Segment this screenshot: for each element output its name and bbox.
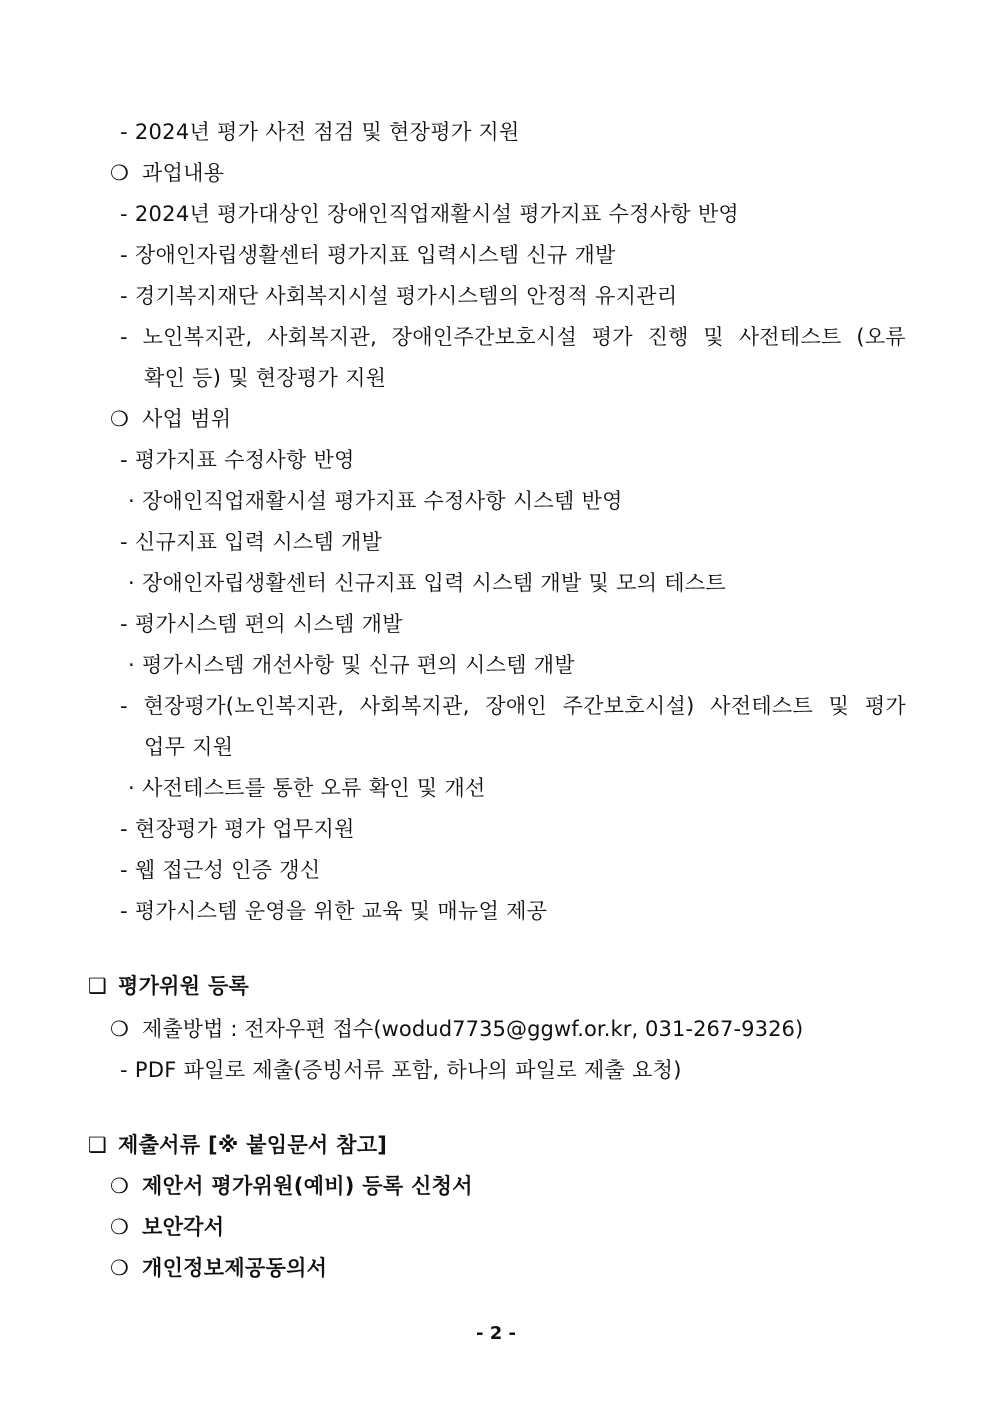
page-number: - 2 - [476, 1323, 516, 1344]
circle-bullet-icon: ❍ [110, 1017, 129, 1041]
list-item: - 경기복지재단 사회복지시설 평가시스템의 안정적 유지관리 [120, 284, 678, 308]
heading-text: 제안서 평가위원(예비) 등록 신청서 [142, 1174, 473, 1198]
sub-list-item: · 장애인직업재활시설 평가지표 수정사항 시스템 반영 [128, 489, 623, 513]
circle-bullet-icon: ❍ [110, 407, 130, 431]
list-item-continuation: 확인 등) 및 현장평가 지원 [144, 366, 387, 390]
square-bullet-icon: ❑ [88, 1133, 108, 1157]
section-title [88, 1131, 387, 1159]
list-item: - 평가지표 수정사항 반영 [120, 448, 355, 472]
heading-text: 보안각서 [142, 1215, 225, 1239]
heading-text: 개인정보제공동의서 [142, 1256, 328, 1280]
list-item: - 신규지표 입력 시스템 개발 [120, 530, 383, 554]
heading-text: 사업 범위 [142, 407, 232, 431]
section-title-text: 평가위원 등록 [118, 974, 250, 998]
list-item: - 장애인자립생활센터 평가지표 입력시스템 신규 개발 [120, 243, 616, 267]
circle-bullet-icon: ❍ [110, 161, 130, 185]
list-item: - 웹 접근성 인증 갱신 [120, 858, 321, 882]
section-title-text: 제출서류 [※ 붙임문서 참고] [118, 1133, 388, 1157]
list-item: - 현장평가 평가 업무지원 [120, 817, 355, 841]
section-heading [110, 1172, 473, 1200]
sub-list-item: · 평가시스템 개선사항 및 신규 편의 시스템 개발 [128, 653, 575, 677]
section-title [88, 972, 249, 1000]
list-item: - PDF 파일로 제출(증빙서류 포함, 하나의 파일로 제출 요청) [120, 1058, 682, 1082]
section-heading [110, 159, 224, 187]
circle-bullet-icon: ❍ [110, 1215, 130, 1239]
square-bullet-icon: ❑ [88, 974, 108, 998]
sub-list-item: · 사전테스트를 통한 오류 확인 및 개선 [128, 776, 486, 800]
list-item: - 2024년 평가대상인 장애인직업재활시설 평가지표 수정사항 반영 [120, 202, 740, 226]
section-heading [110, 1213, 224, 1241]
section-heading [110, 405, 231, 433]
list-item: - 현장평가(노인복지관, 사회복지관, 장애인 주간보호시설) 사전테스트 및 평가 [120, 694, 906, 718]
sub-list-item: · 장애인자립생활센터 신규지표 입력 시스템 개발 및 모의 테스트 [128, 571, 727, 595]
list-item: - 노인복지관, 사회복지관, 장애인주간보호시설 평가 진행 및 사전테스트 (오류 [120, 325, 906, 349]
heading-text: 과업내용 [142, 161, 225, 185]
list-item: - 평가시스템 운영을 위한 교육 및 매뉴얼 제공 [120, 899, 548, 923]
section-heading [110, 1254, 327, 1282]
heading-text: 제출방법 : 전자우편 접수(wodud7735@ggwf.or.kr, 031-267-9326) [142, 1017, 804, 1041]
circle-bullet-icon: ❍ [110, 1256, 130, 1280]
section-heading [110, 1015, 803, 1043]
list-item-continuation: 업무 지원 [144, 735, 234, 759]
list-item: - 평가시스템 편의 시스템 개발 [120, 612, 403, 636]
list-item: - 2024년 평가 사전 점검 및 현장평가 지원 [120, 120, 520, 144]
circle-bullet-icon: ❍ [110, 1174, 130, 1198]
